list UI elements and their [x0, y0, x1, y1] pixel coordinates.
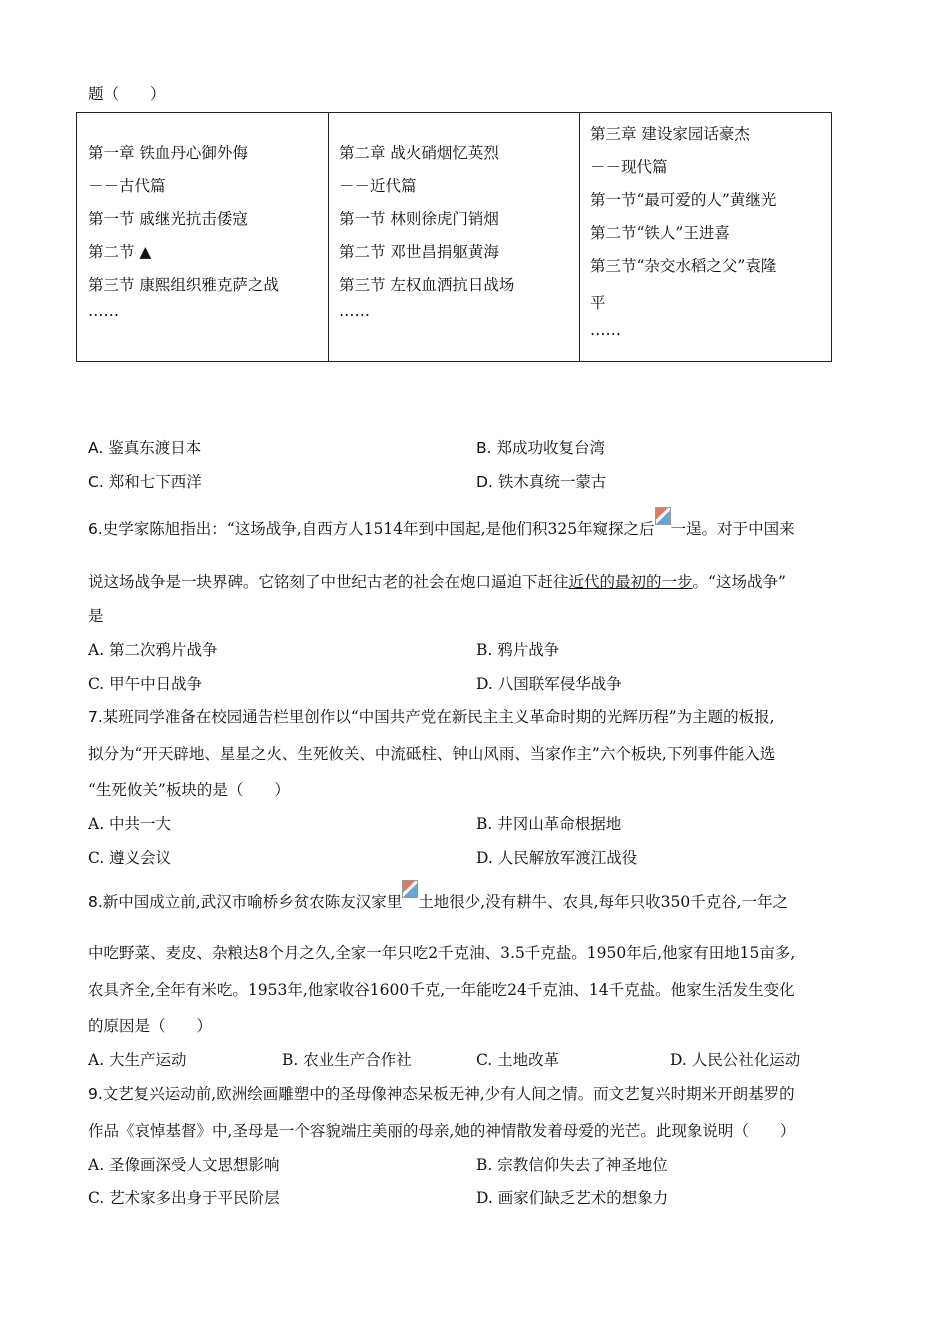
- option-c[interactable]: C. 土地改革: [476, 1051, 560, 1069]
- option-d[interactable]: D. 人民解放军渡江战役: [476, 849, 638, 867]
- question-9-stem-line: 作品《哀悼基督》中,圣母是一个容貌端庄美丽的母亲,她的神情散发着母爱的光芒。此现象说明（ ）: [88, 1122, 796, 1140]
- option-d[interactable]: D. 画家们缺乏艺术的想象力: [476, 1189, 669, 1207]
- option-b[interactable]: B. 井冈山革命根据地: [476, 815, 622, 833]
- question-6-stem-line: 说这场战争是一块界碑。它铭刻了中世纪古老的社会在炮口逼迫下赶往近代的最初的一步。“这场战争”: [88, 573, 786, 591]
- table-cell: 第一节 林则徐虎门销烟: [339, 210, 499, 228]
- table-cell: 第二节 邓世昌捐躯黄海: [339, 243, 499, 261]
- broken-image-icon: [655, 507, 671, 525]
- chapter-table: [76, 112, 832, 362]
- question-6-stem-line: 是: [88, 607, 104, 625]
- table-cell: ……: [88, 302, 119, 320]
- table-cell: 第二章 战火硝烟忆英烈: [339, 144, 499, 162]
- option-d[interactable]: D. 人民公社化运动: [670, 1051, 801, 1069]
- question-8-stem-line: 农具齐全,全年有米吃。1953年,他家收谷1600千克,一年能吃24千克油、14千克盐。他家生活发生变化: [88, 981, 795, 999]
- question-8-stem: 8.新中国成立前,武汉市喻桥乡贫农陈友汉家里 土地很少,没有耕牛、农具,每年只收350千克谷,一年之: [88, 890, 788, 912]
- option-b[interactable]: B. 郑成功收复台湾: [476, 439, 606, 457]
- option-a[interactable]: A. 鉴真东渡日本: [88, 439, 202, 457]
- table-cell: 第三节 左权血洒抗日战场: [339, 276, 515, 294]
- table-cell: 第三章 建设家园话豪杰: [590, 125, 750, 143]
- option-b[interactable]: B. 鸦片战争: [476, 641, 560, 659]
- question-8-stem-line: 中吃野菜、麦皮、杂粮达8个月之久,全家一年只吃2千克油、3.5千克盐。1950年后,他家有田地15亩多,: [88, 944, 796, 962]
- table-cell: －－现代篇: [590, 158, 668, 176]
- broken-image-icon: [402, 880, 418, 898]
- table-cell: －－近代篇: [339, 177, 417, 195]
- table-cell: ……: [339, 302, 370, 320]
- table-cell: 第一章 铁血丹心御外侮: [88, 144, 248, 162]
- option-b[interactable]: B. 农业生产合作社: [282, 1051, 412, 1069]
- table-cell: 第三节“杂交水稻之父”袁隆: [590, 257, 777, 275]
- question-7-stem-line: “生死攸关”板块的是（ ）: [88, 781, 290, 799]
- option-c[interactable]: C. 甲午中日战争: [88, 675, 203, 693]
- table-cell: 第一节“最可爱的人”黄继光: [590, 191, 777, 209]
- option-c[interactable]: C. 郑和七下西洋: [88, 473, 202, 491]
- question-6-stem: 6.史学家陈旭指出：“这场战争,自西方人1514年到中国起,是他们积325年窥探之后 一逞。对于中国来: [88, 517, 795, 539]
- table-divider: [328, 113, 329, 361]
- question-9-stem: 9.文艺复兴运动前,欧洲绘画雕塑中的圣母像神态呆板无神,少有人间之情。而文艺复兴时期米开朗基罗的: [88, 1085, 795, 1103]
- option-c[interactable]: C. 遵义会议: [88, 849, 172, 867]
- table-cell: 第二节 ▲: [88, 243, 152, 261]
- option-c[interactable]: C. 艺术家多出身于平民阶层: [88, 1189, 280, 1207]
- option-d[interactable]: D. 铁木真统一蒙古: [476, 473, 607, 491]
- option-a[interactable]: A. 中共一大: [88, 815, 172, 833]
- table-cell: 第二节“铁人”王进喜: [590, 224, 730, 242]
- table-cell: －－古代篇: [88, 177, 166, 195]
- question-7-stem: 7.某班同学准备在校园通告栏里创作以“中国共产党在新民主主义革命时期的光辉历程”为主题的板报,: [88, 708, 775, 726]
- table-cell: 第三节 康熙组织雅克萨之战: [88, 276, 279, 294]
- option-a[interactable]: A. 大生产运动: [88, 1051, 187, 1069]
- option-a[interactable]: A. 第二次鸦片战争: [88, 641, 218, 659]
- option-b[interactable]: B. 宗教信仰失去了神圣地位: [476, 1156, 668, 1174]
- question-tail: 题（ ）: [88, 85, 166, 103]
- option-a[interactable]: A. 圣像画深受人文思想影响: [88, 1156, 280, 1174]
- option-d[interactable]: D. 八国联军侵华战争: [476, 675, 622, 693]
- table-cell: ……: [590, 321, 621, 339]
- table-divider: [579, 113, 580, 361]
- table-cell: 第一节 戚继光抗击倭寇: [88, 210, 248, 228]
- question-8-stem-line: 的原因是（ ）: [88, 1017, 213, 1035]
- table-cell: 平: [590, 294, 606, 312]
- question-7-stem-line: 拟分为“开天辟地、星星之火、生死攸关、中流砥柱、钟山风雨、当家作主”六个板块,下列事件能入选: [88, 745, 776, 763]
